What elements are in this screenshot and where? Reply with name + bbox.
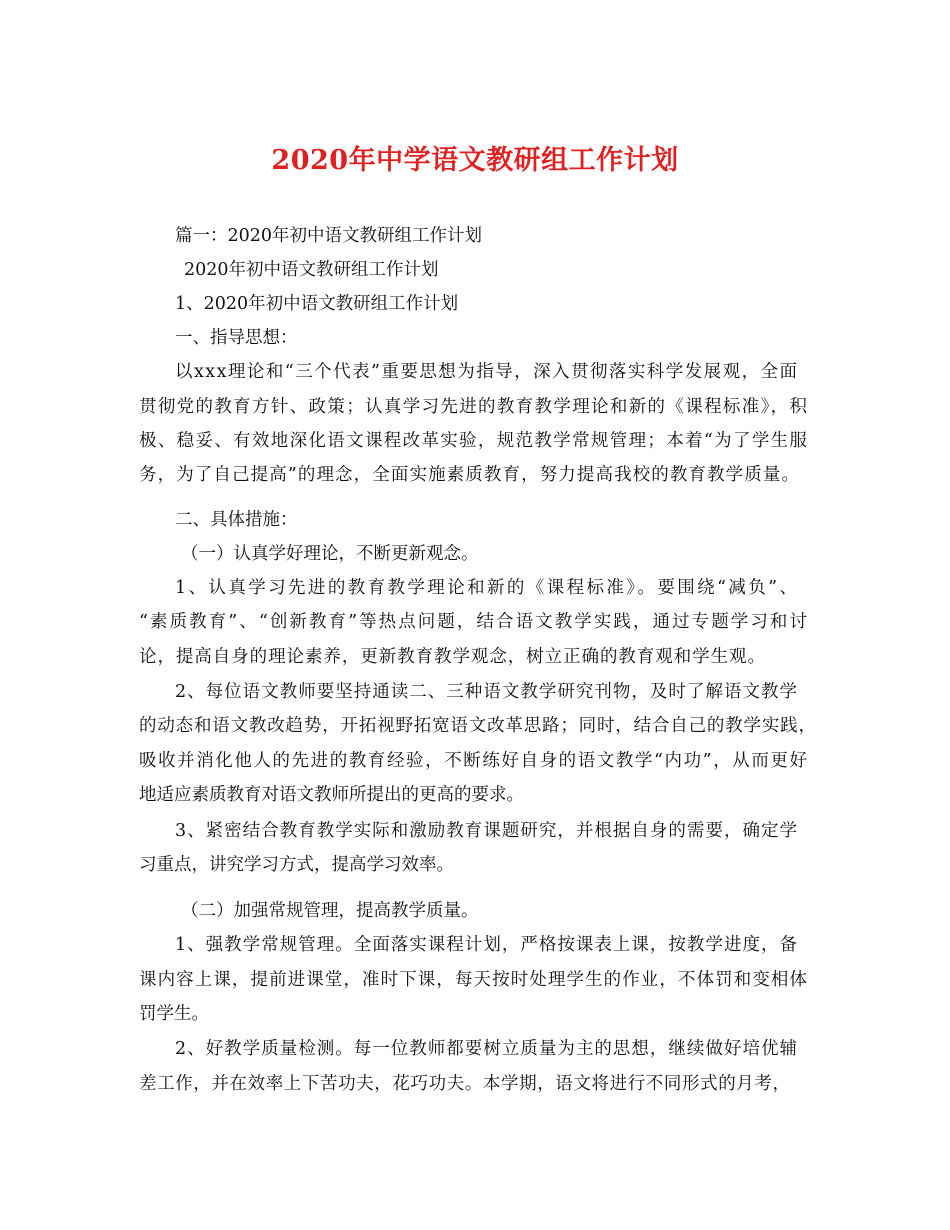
paragraph-line: 吸收并消化他人的先进的教育经验，不断练好自身的语文教学“内功”，从而更好 (139, 751, 809, 771)
paragraph-line: （一）认真学好理论，不断更新观念。 (181, 544, 479, 564)
paragraph-line: 2、好教学质量检测。每一位教师都要树立质量为主的思想，继续做好培优辅 (175, 1039, 799, 1059)
paragraph-line: 1、强教学常规管理。全面落实课程计划，严格按课表上课，按教学进度，备 (175, 935, 799, 955)
paragraph-line: 罚学生。 (139, 1004, 209, 1024)
paragraph-line: 1、认真学习先进的教育教学理论和新的《课程标准》。要围绕“减负”、 (175, 578, 800, 598)
paragraph-line: 地适应素质教育对语文教师所提出的更高的要求。 (139, 785, 524, 805)
paragraph-line: 极、稳妥、有效地深化语文课程改革实验，规范教学常规管理；本着“为了学生服 (139, 431, 809, 451)
paragraph-line: 课内容上课，提前进课堂，准时下课，每天按时处理学生的作业，不体罚和变相体 (139, 970, 809, 990)
paragraph-line: （二）加强常规管理，提高教学质量。 (181, 901, 479, 921)
paragraph-line: 2020年初中语文教研组工作计划 (184, 260, 439, 280)
document-title: 2020年中学语文教研组工作计划 (271, 145, 679, 176)
paragraph-line: 的动态和语文教改趋势，开拓视野拓宽语文改革思路；同时，结合自己的教学实践， (139, 716, 817, 736)
paragraph-line: 习重点，讲究学习方式，提高学习效率。 (139, 855, 454, 875)
paragraph-line: “素质教育”、“创新教育”等热点问题，结合语文教学实践，通过专题学习和讨 (139, 612, 810, 632)
paragraph-line: 一、指导思想： (175, 328, 298, 348)
paragraph-line: 差工作，并在效率上下苦功夫，花巧功夫。本学期，语文将进行不同形式的月考， (139, 1074, 791, 1094)
paragraph-line: 篇一：2020年初中语文教研组工作计划 (175, 226, 483, 246)
paragraph-line: 二、具体措施： (175, 510, 298, 530)
paragraph-line: 3、紧密结合教育教学实际和激励教育课题研究，并根据自身的需要，确定学 (175, 821, 799, 841)
paragraph-line: 1、2020年初中语文教研组工作计划 (175, 294, 459, 314)
paragraph-line: 2、每位语文教师要坚持通读二、三种语文教学研究刊物，及时了解语文教学 (175, 682, 799, 702)
paragraph-line: 贯彻党的教育方针、政策；认真学习先进的教育教学理论和新的《课程标准》，积 (139, 397, 809, 417)
paragraph-line: 以xxx理论和“三个代表”重要思想为指导，深入贯彻落实科学发展观，全面 (175, 362, 799, 382)
paragraph-line: 务，为了自己提高”的理念，全面实施素质教育，努力提高我校的教育教学质量。 (139, 465, 801, 485)
paragraph-line: 论，提高自身的理论素养，更新教育教学观念，树立正确的教育观和学生观。 (139, 647, 766, 667)
